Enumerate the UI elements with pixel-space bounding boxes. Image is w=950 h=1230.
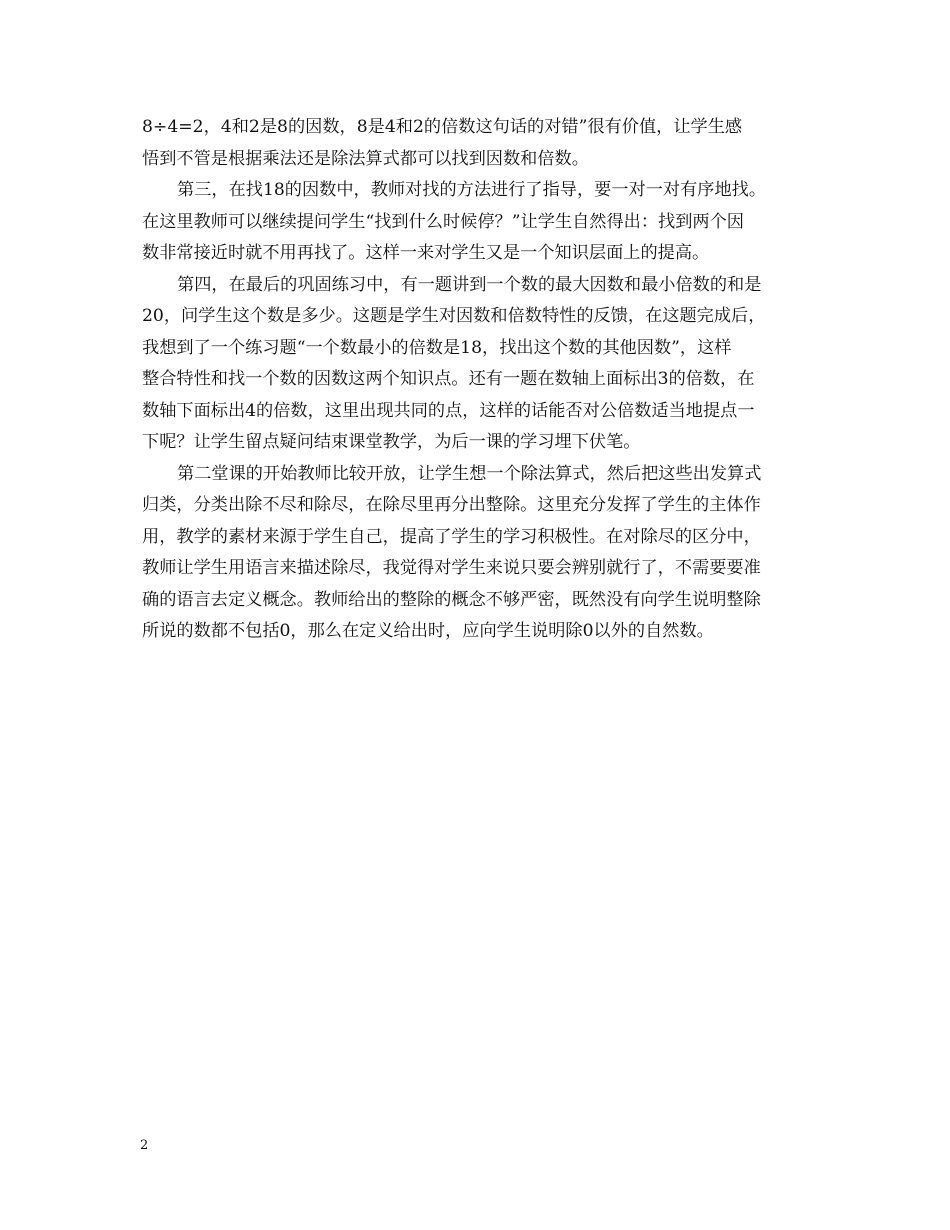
text-line: 下呢？让学生留点疑问结束课堂教学，为后一课的学习埋下伏笔。 (142, 432, 641, 452)
text-line: 我想到了一个练习题“一个数最小的倍数是18，找出这个数的其他因数”，这样 (142, 337, 732, 358)
body-text (142, 112, 814, 648)
page-number: 2 (140, 1138, 149, 1153)
text-line: 用，教学的素材来源于学生自己，提高了学生的学习积极性。在对除尽的区分中， (142, 526, 761, 547)
text-line: 所说的数都不包括0，那么在定义给出时，应向学生说明除0以外的自然数。 (142, 621, 714, 641)
text-line: 第三，在找18的因数中，教师对找的方法进行了指导，要一对一对有序地找。 (177, 180, 767, 200)
text-line: 归类，分类出除不尽和除尽，在除尽里再分出整除。这里充分发挥了学生的主体作 (142, 495, 761, 515)
text-line: 20，问学生这个数是多少。这题是学生对因数和倍数特性的反馈，在这题完成后， (142, 306, 766, 326)
text-line: 教师让学生用语言来描述除尽，我觉得对学生来说只要会辨别就行了，不需要要准 (142, 558, 761, 578)
text-line: 确的语言去定义概念。教师给出的整除的概念不够严密，既然没有向学生说明整除 (142, 589, 761, 610)
text-line: 8÷4=2，4和2是8的因数，8是4和2的倍数这句话的对错”很有价值，让学生感 (142, 117, 743, 137)
text-line: 第四，在最后的巩固练习中，有一题讲到一个数的最大因数和最小倍数的和是 (177, 274, 762, 295)
text-line: 数轴下面标出4的倍数，这里出现共同的点，这样的话能否对公倍数适当地提点一 (142, 400, 755, 421)
text-line: 第二堂课的开始教师比较开放，让学生想一个除法算式，然后把这些出发算式 (177, 463, 762, 484)
text-line: 在这里教师可以继续提问学生“找到什么时候停？”让学生自然得出：找到两个因 (142, 211, 744, 232)
text-line: 悟到不管是根据乘法还是除法算式都可以找到因数和倍数。 (142, 148, 589, 169)
text-line: 整合特性和找一个数的因数这两个知识点。还有一题在数轴上面标出3的倍数，在 (142, 369, 755, 389)
text-line: 数非常接近时就不用再找了。这样一来对学生又是一个知识层面上的提高。 (142, 243, 710, 263)
